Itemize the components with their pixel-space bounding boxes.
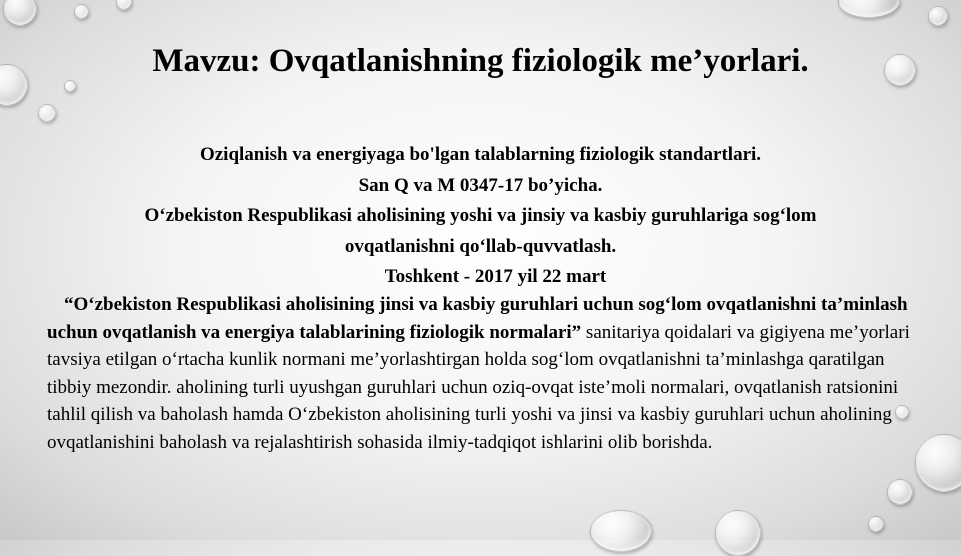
subtitle-line: San Q va M 0347-17 bo’yicha. — [358, 174, 603, 196]
subtitle-line: Oziqlanish va energiyaga bo'lgan talablarning fiziologik standartlari. — [199, 144, 762, 165]
water-droplet-icon — [868, 516, 884, 532]
water-droplet-icon — [116, 0, 132, 10]
subtitle-line: ovqatlanishni qo‘llab-quvvatlash. — [344, 235, 617, 257]
body-bold-lead: “O‘zbekiston Respublikasi aholisining jinsi va kasbiy guruhlari uchun sog‘lom ovqatlanishni ta’minlash uchun ovqatlanish va energiya talablarining fiziologik normalari” — [47, 294, 908, 343]
water-droplet-icon — [887, 479, 913, 505]
subtitle-line: Toshkent - 2017 yil 22 mart — [384, 266, 607, 287]
water-droplet-icon — [74, 4, 89, 19]
water-droplet-icon — [928, 6, 948, 26]
subtitle-line: O‘zbekiston Respublikasi aholisining yoshi va jinsiy va kasbiy guruhlariga sog‘lom — [144, 205, 817, 226]
body-paragraph — [47, 291, 927, 457]
water-droplet-icon — [838, 0, 900, 18]
slide-subtitle — [40, 140, 921, 293]
water-droplet-icon — [715, 510, 761, 556]
water-droplet-icon — [590, 510, 652, 552]
water-droplet-icon — [3, 0, 37, 26]
slide-title: Mavzu: Ovqatlanishning fiziologik me’yorlari. — [152, 43, 809, 79]
body-text: sanitariya qoidalari va gigiyena me’yorlari tavsiya etilgan o‘rtacha kunlik normani me’yorlashtirgan holda sog‘lom ovqatlanishni ta’minlashga qaratilgan tibbiy mezondir. aholining turli uyushgan guruhlari uchun oziq-ovqat iste’moli normalari, ovqatlanish ratsionini tahlil qilish va baholash hamda O‘zbekiston aholisining turli yoshi va jinsi va kasbiy guruhlari uchun aholining ovqatlanishini baholash va rejalashtirish sohasida ilmiy-tadqiqot ishlarini olib borishda. — [47, 321, 910, 453]
water-droplet-icon — [38, 104, 56, 122]
